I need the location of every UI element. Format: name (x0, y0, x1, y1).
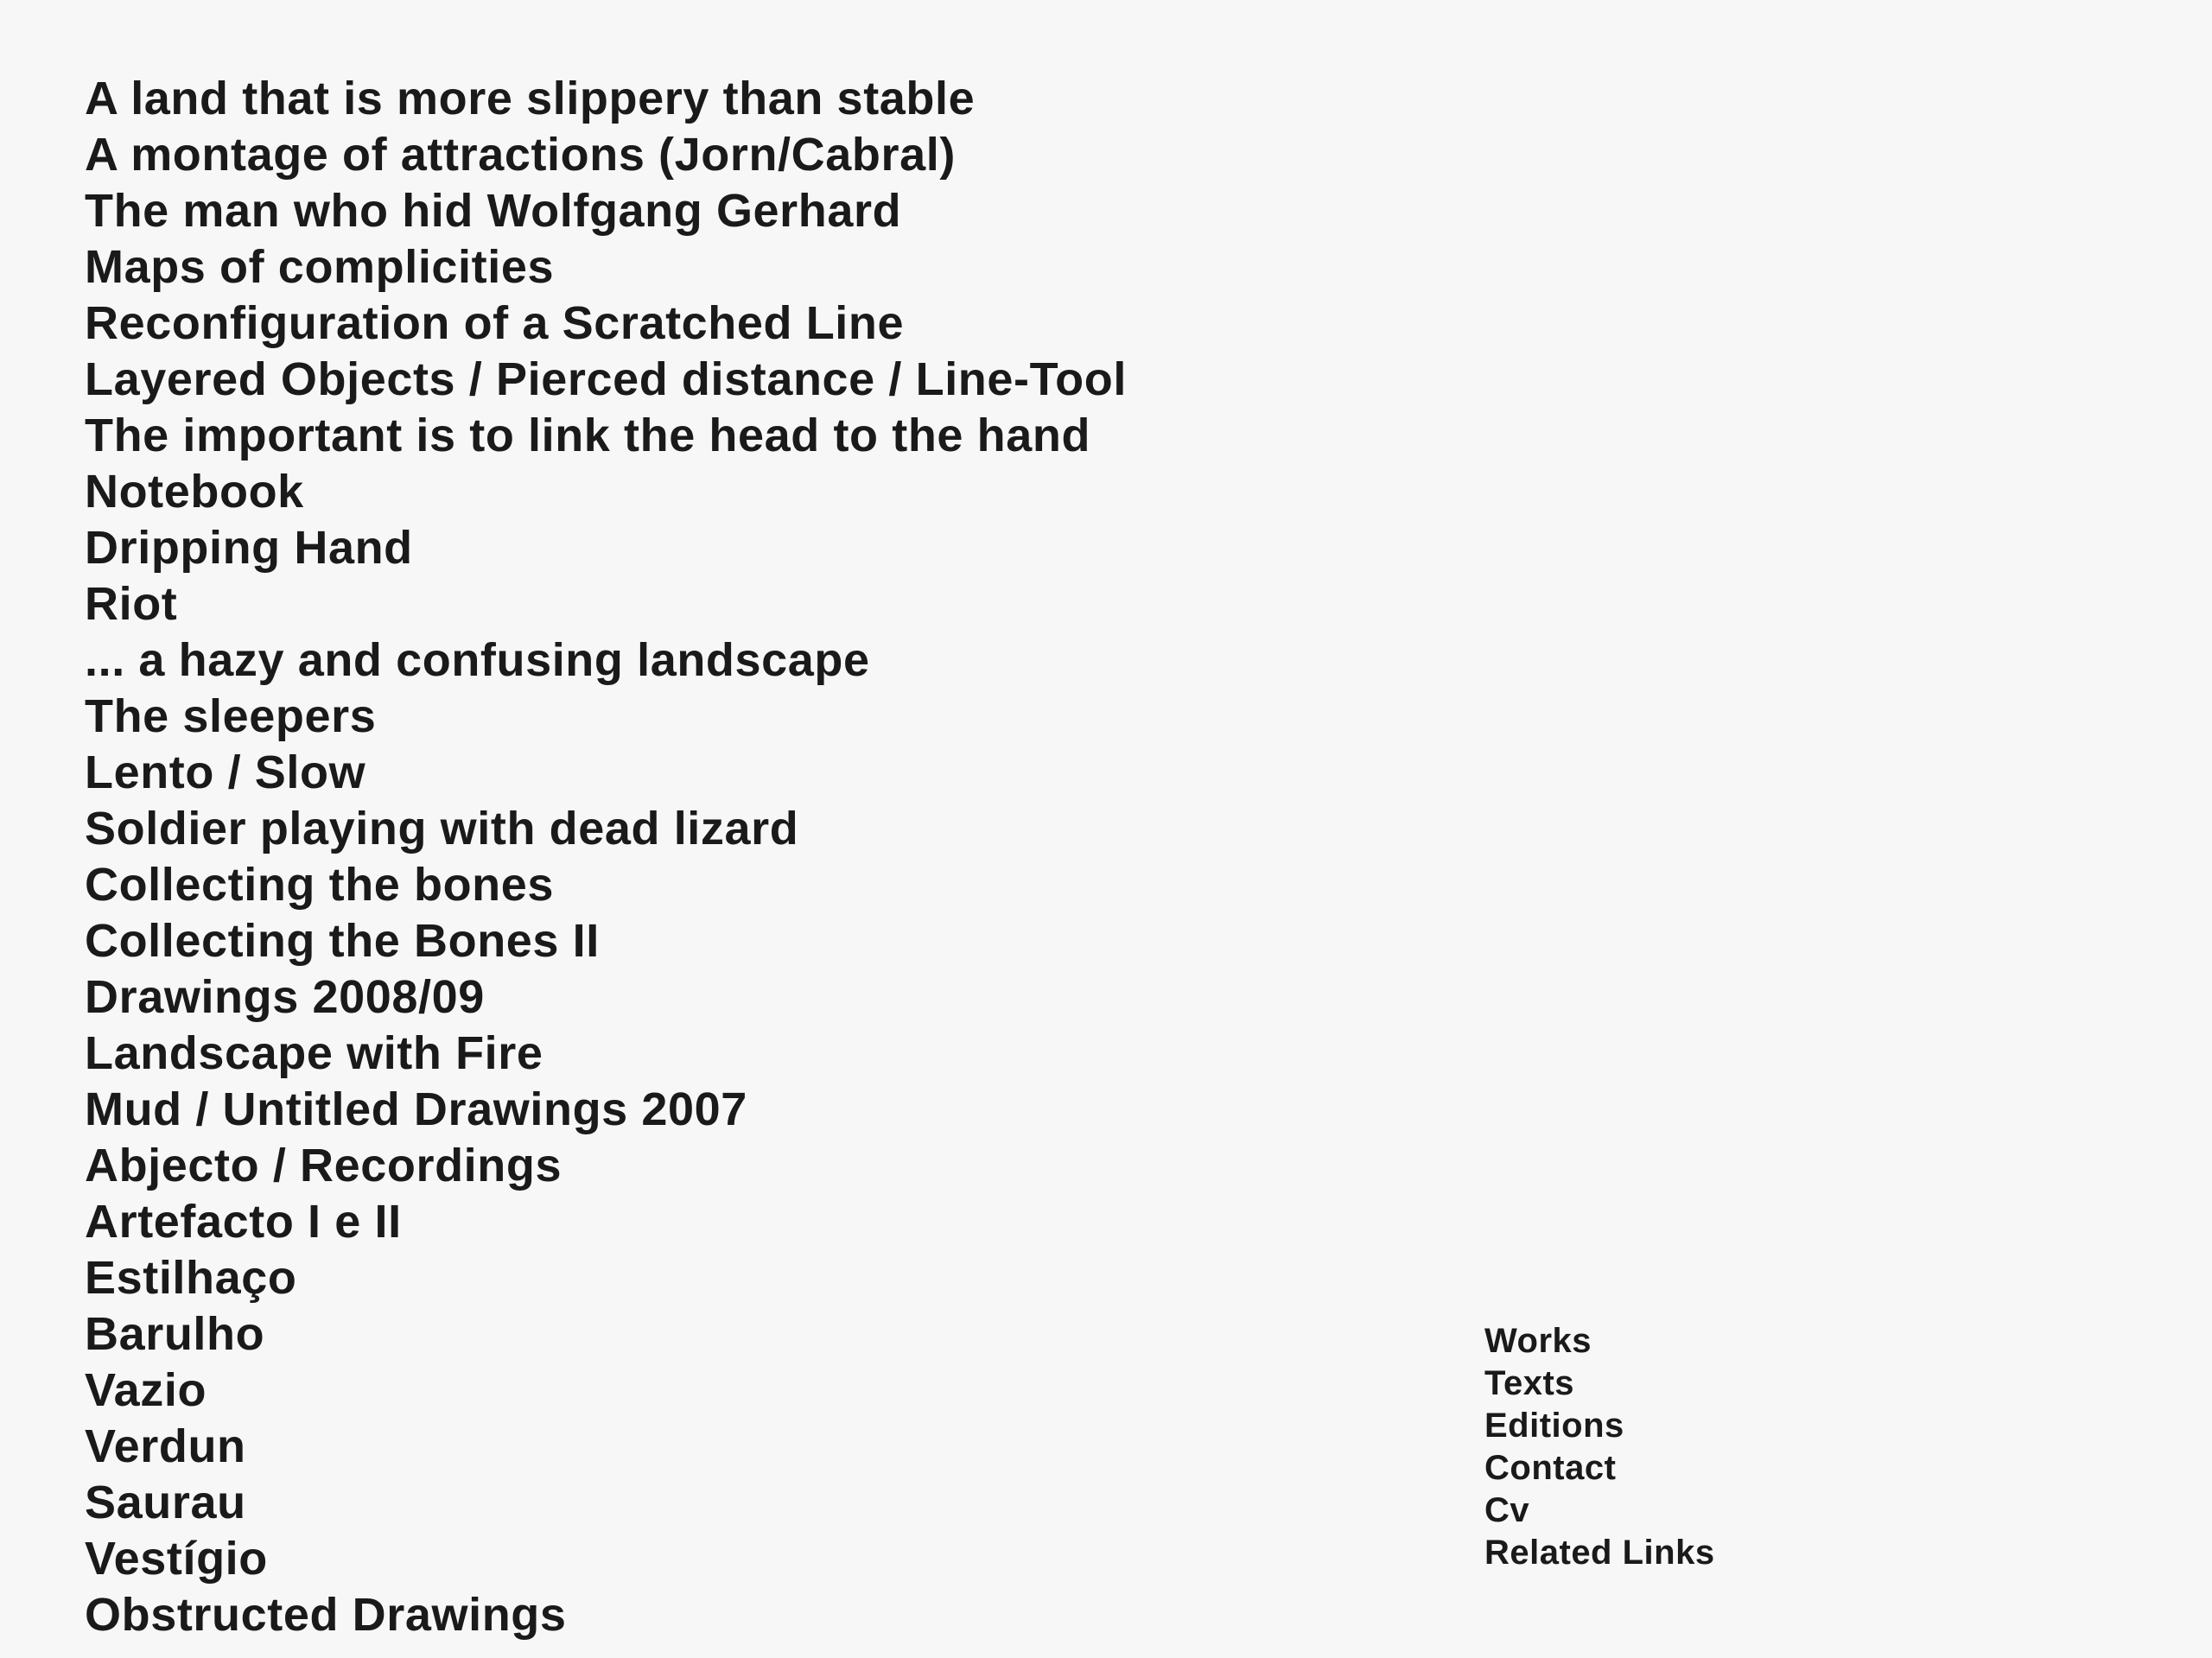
nav-texts[interactable]: Texts (1484, 1364, 1575, 1402)
work-link[interactable]: Dripping Hand (85, 522, 413, 574)
work-link[interactable]: Verdun (85, 1420, 246, 1472)
work-link[interactable]: Landscape with Fire (85, 1027, 543, 1079)
work-link[interactable]: A land that is more slippery than stable (85, 73, 976, 124)
work-link[interactable]: Riot (85, 578, 178, 630)
work-link[interactable]: Artefacto I e II (85, 1196, 402, 1248)
work-link[interactable]: Barulho (85, 1308, 265, 1360)
work-link[interactable]: Vestígio (85, 1533, 268, 1585)
work-link[interactable]: The man who hid Wolfgang Gerhard (85, 185, 902, 237)
work-link[interactable]: Maps of complicities (85, 241, 555, 293)
nav-editions[interactable]: Editions (1484, 1407, 1624, 1445)
work-link[interactable]: Collecting the Bones II (85, 915, 600, 967)
nav-cv[interactable]: Cv (1484, 1491, 1530, 1529)
side-nav (1484, 1320, 1715, 1574)
work-link[interactable]: Vazio (85, 1364, 207, 1416)
nav-works[interactable]: Works (1484, 1322, 1592, 1360)
work-link[interactable]: A montage of attractions (Jorn/Cabral) (85, 129, 956, 181)
nav-related-links[interactable]: Related Links (1484, 1534, 1715, 1572)
work-link[interactable]: ... a hazy and confusing landscape (85, 634, 870, 686)
work-link[interactable]: Notebook (85, 466, 304, 518)
works-list (85, 71, 1127, 1658)
nav-contact[interactable]: Contact (1484, 1449, 1617, 1487)
work-link[interactable]: Abjecto / Recordings (85, 1140, 563, 1191)
work-link[interactable]: The sleepers (85, 690, 377, 742)
work-link[interactable]: Saurau (85, 1477, 246, 1528)
work-link[interactable]: Collecting the bones (85, 859, 555, 911)
work-link[interactable]: Reconfiguration of a Scratched Line (85, 297, 905, 349)
work-link[interactable]: Soldier playing with dead lizard (85, 803, 799, 854)
work-link[interactable]: Estilhaço (85, 1252, 297, 1304)
work-link[interactable]: Layered Objects / Pierced distance / Line-Tool (85, 353, 1127, 405)
work-link[interactable]: The important is to link the head to the hand (85, 410, 1091, 461)
work-link[interactable]: Drawings 2008/09 (85, 971, 485, 1023)
work-link[interactable]: Obstructed Drawings (85, 1589, 567, 1641)
work-link[interactable]: Mud / Untitled Drawings 2007 (85, 1083, 747, 1135)
work-link[interactable]: Lento / Slow (85, 746, 366, 798)
